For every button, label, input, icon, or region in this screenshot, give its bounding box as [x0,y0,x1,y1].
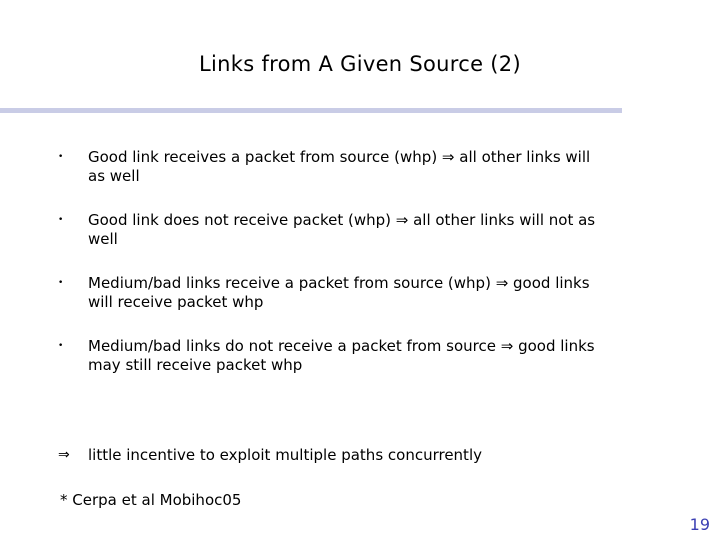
bullet-marker: • [58,152,64,162]
bullet-line: Medium/bad links do not receive a packet from source ⇒ good links [88,337,595,355]
bullet-line: may still receive packet whp [88,356,303,374]
bullet-line: Medium/bad links receive a packet from source (whp) ⇒ good links [88,274,590,292]
bullet-text [88,148,688,186]
bullet-line: will receive packet whp [88,293,264,311]
slide-title: Links from A Given Source (2) [199,52,521,76]
bullet-text [88,274,688,312]
footnote: * Cerpa et al Mobihoc05 [60,491,242,509]
page-number: 19 [689,515,710,534]
bullet-line: well [88,230,118,248]
bullet-marker: • [58,215,64,225]
title-underline [0,108,622,113]
bullet-line: Good link receives a packet from source (whp) ⇒ all other links will [88,148,591,166]
bullet-line: as well [88,167,140,185]
bullet-text [88,211,688,249]
bullet-text [88,337,688,375]
implies-arrow-icon: ⇒ [58,447,70,463]
conclusion-text: little incentive to exploit multiple paths concurrently [88,446,482,464]
bullet-marker: • [58,278,64,288]
bullet-marker: • [58,341,64,351]
bullet-line: Good link does not receive packet (whp) ⇒ all other links will not as [88,211,596,229]
